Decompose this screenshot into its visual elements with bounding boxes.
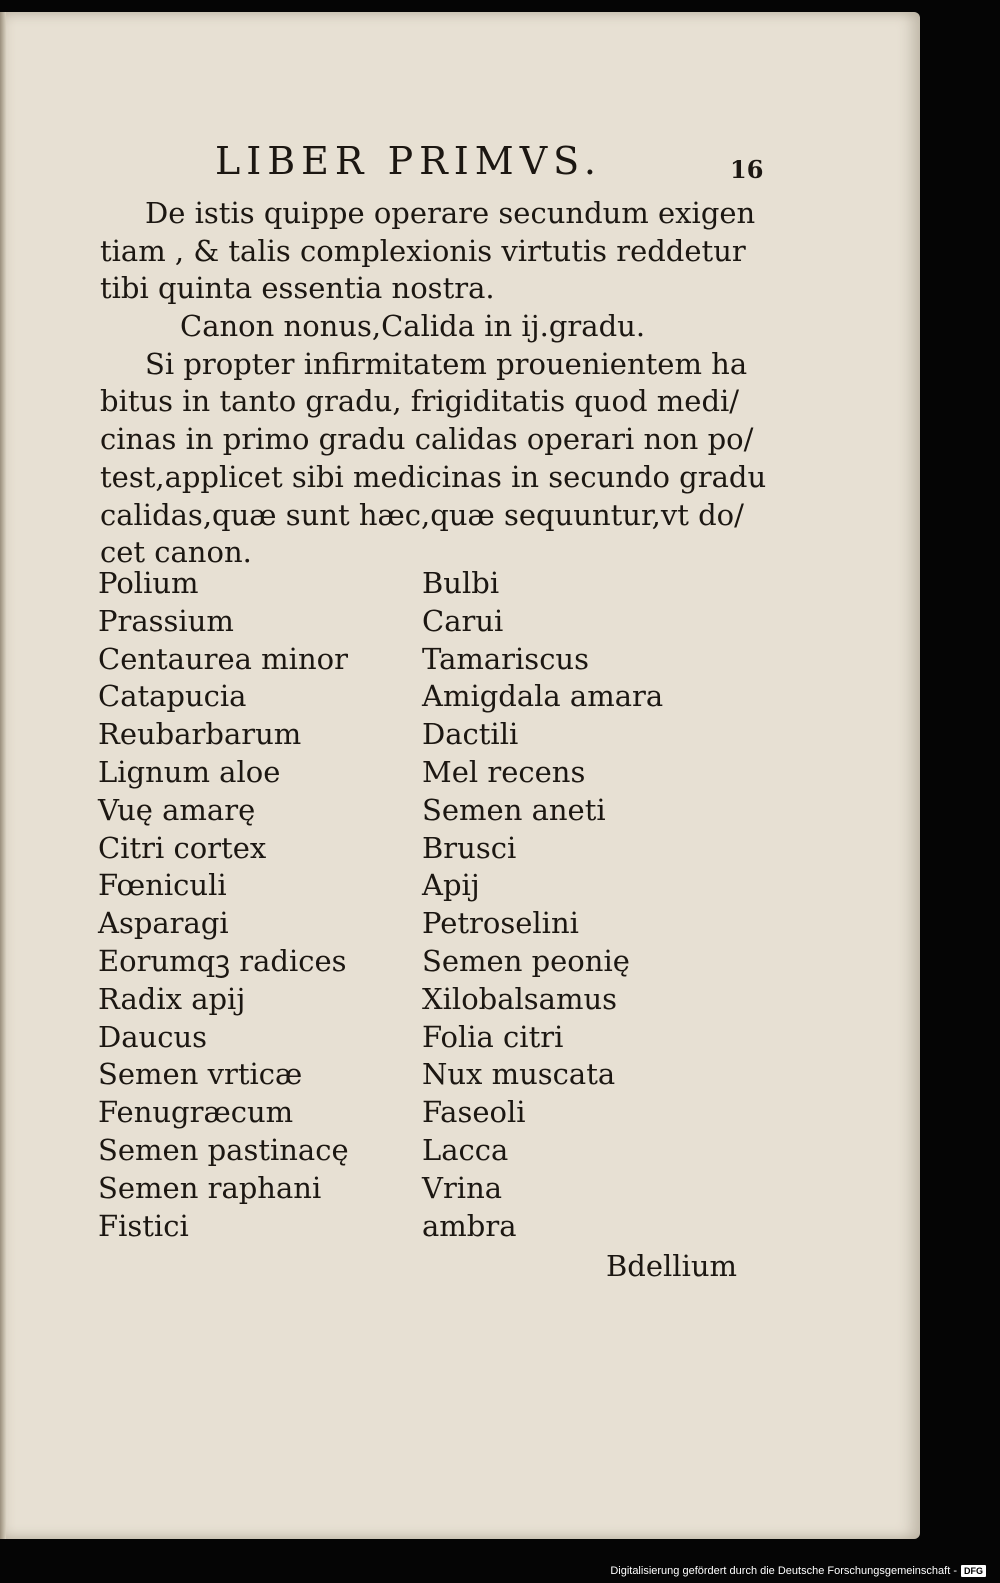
- prose-line: bitus in tanto gradu, frigiditatis quod medi/: [100, 384, 740, 419]
- list-item: Semen peonię: [422, 943, 630, 978]
- list-item: Eorumqꝫ radices: [98, 943, 347, 978]
- list-item: Dactili: [422, 717, 519, 752]
- prose-line: tiam , & talis complexionis virtutis reddetur: [100, 233, 746, 268]
- list-item: Faseoli: [422, 1095, 526, 1130]
- catchword: Bdellium: [606, 1249, 738, 1283]
- digitization-footer: [610, 1565, 986, 1577]
- list-item: Prassium: [98, 603, 234, 638]
- prose-line: Si propter infirmitatem prouenientem ha: [145, 346, 748, 381]
- list-item: Semen pastinacę: [98, 1132, 349, 1167]
- list-item: Citri cortex: [98, 830, 267, 865]
- list-item: Daucus: [98, 1019, 208, 1054]
- folio-number: 16: [730, 155, 764, 184]
- list-item: Polium: [98, 566, 199, 600]
- list-item: Folia citri: [422, 1019, 564, 1054]
- list-item: Bulbi: [422, 566, 500, 600]
- prose-line: De istis quippe operare secundum exigen: [145, 196, 756, 230]
- list-item: Semen aneti: [422, 792, 606, 827]
- page-edge: [0, 12, 6, 1539]
- prose-line: cet canon.: [100, 535, 252, 570]
- list-item: Amigdala amara: [422, 679, 664, 714]
- prose-line: test,applicet sibi medicinas in secundo gradu: [100, 459, 767, 494]
- list-item: Asparagi: [98, 906, 229, 941]
- list-item: Lacca: [422, 1132, 509, 1167]
- prose-line: cinas in primo gradu calidas operari non po/: [100, 422, 754, 457]
- list-item: Semen vrticæ: [98, 1057, 303, 1092]
- running-header: LIBER PRIMVS.: [215, 139, 602, 183]
- list-item: Tamariscus: [422, 641, 589, 676]
- list-item: Brusci: [422, 830, 517, 865]
- list-item: Semen raphani: [98, 1170, 322, 1205]
- ingredient-list-left: [98, 565, 349, 1245]
- list-item: Radix apij: [98, 981, 246, 1016]
- list-item: Catapucia: [98, 679, 247, 714]
- ingredient-list-right: [422, 565, 663, 1245]
- list-item: Xilobalsamus: [422, 981, 618, 1016]
- list-item: Nux muscata: [422, 1057, 616, 1092]
- footer-credit: Digitalisierung gefördert durch die Deutsche Forschungsgemeinschaft -: [610, 1565, 957, 1577]
- list-item: Petroselini: [422, 906, 579, 941]
- list-item: Fistici: [98, 1208, 189, 1243]
- list-item: Centaurea minor: [98, 641, 348, 676]
- list-item: Reubarbarum: [98, 717, 302, 752]
- list-item: Fœniculi: [98, 868, 227, 903]
- dfg-logo: DFG: [961, 1565, 986, 1577]
- list-item: Lignum aloe: [98, 754, 281, 789]
- list-item: Apij: [422, 868, 480, 903]
- list-item: Mel recens: [422, 754, 586, 789]
- canon-heading: Canon nonus,Calida in ij.gradu.: [180, 309, 646, 344]
- list-item: ambra: [422, 1208, 517, 1243]
- prose-line: calidas,quæ sunt hæc,quæ sequuntur,vt do/: [100, 497, 744, 532]
- list-item: Vuę amarę: [98, 792, 256, 827]
- prose-line: tibi quinta essentia nostra.: [100, 271, 495, 306]
- prose-block: [100, 195, 767, 572]
- list-item: Fenugræcum: [98, 1095, 294, 1130]
- list-item: Vrina: [422, 1170, 503, 1205]
- list-item: Carui: [422, 603, 504, 638]
